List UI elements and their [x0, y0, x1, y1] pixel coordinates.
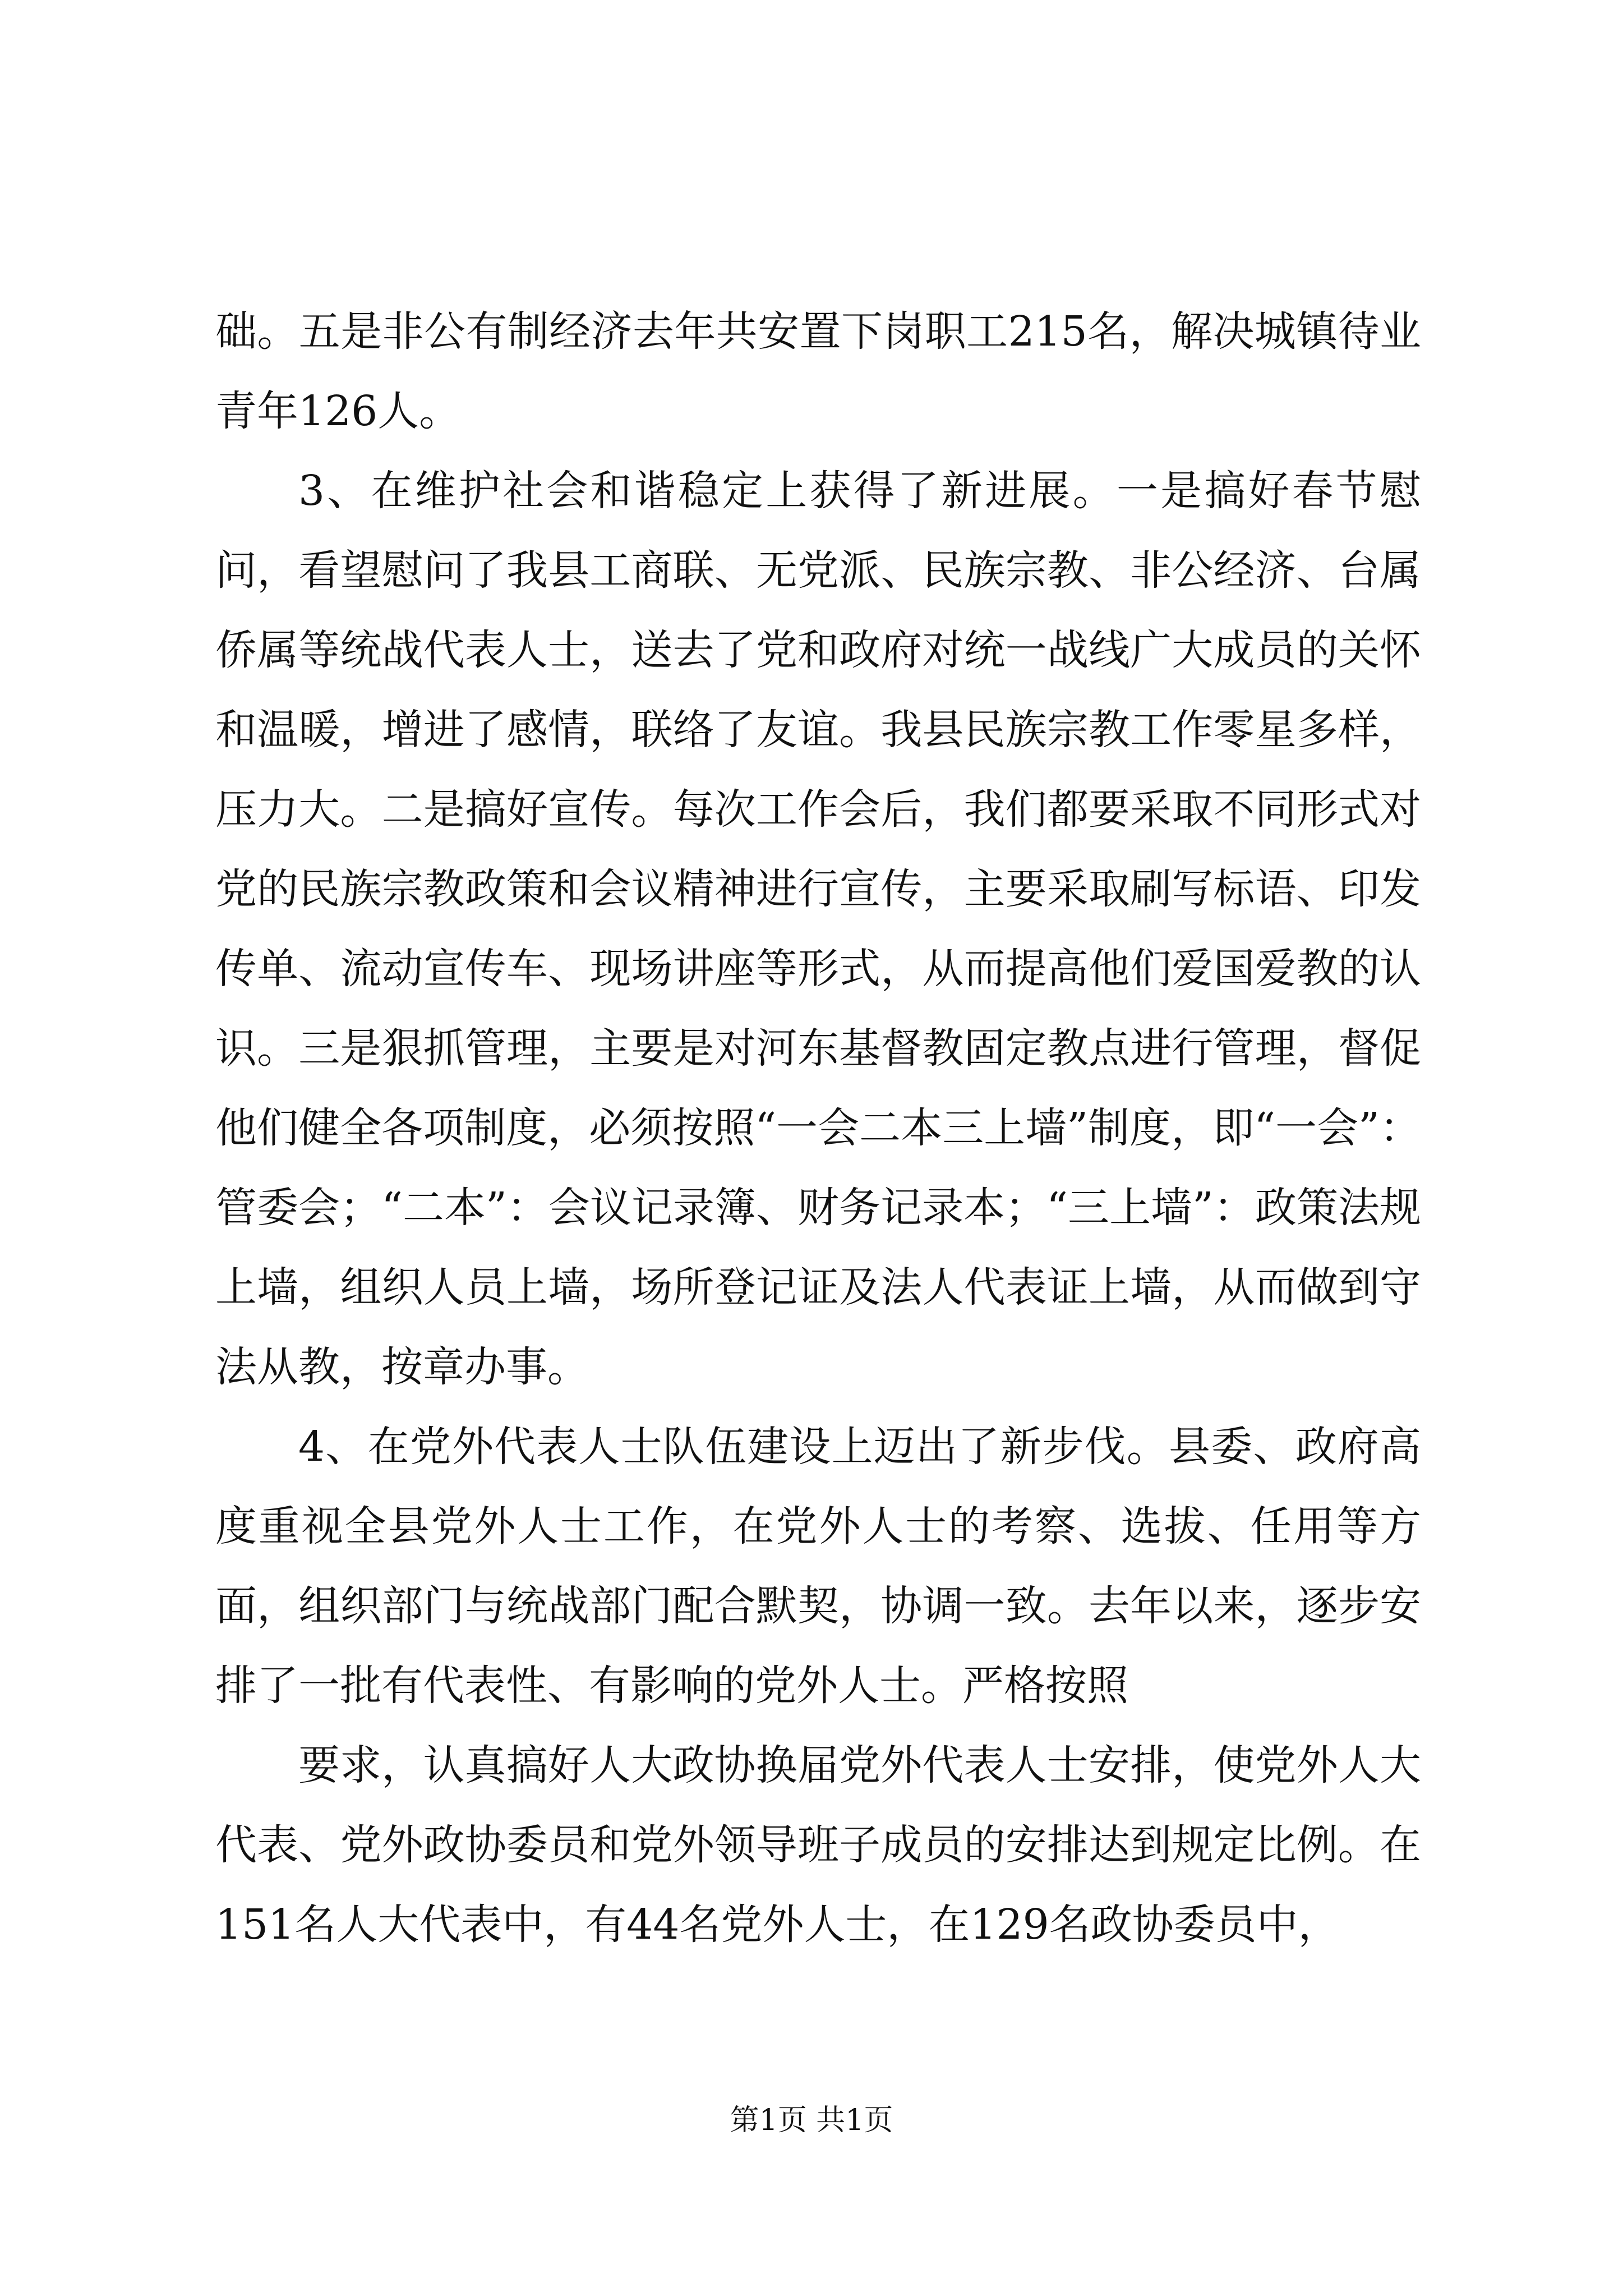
- paragraph-3: 4、在党外代表人士队伍建设上迈出了新步伐。县委、政府高度重视全县党外人士工作，在党外人士的考察、选拔、任用等方面，组织部门与统战部门配合默契，协调一致。去年以来，逐步安排了一批有代表性、有影响的党外人士。严格按照: [215, 1423, 1421, 1710]
- page-footer: 第1页 共1页: [730, 2104, 893, 2137]
- paragraph-1: 础。五是非公有制经济去年共安置下岗职工215名，解决城镇待业青年126人。: [215, 307, 1421, 435]
- document-body: [215, 292, 1421, 1964]
- paragraph-2: 3、在维护社会和谐稳定上获得了新进展。一是搞好春节慰问，看望慰问了我县工商联、无党派、民族宗教、非公经济、台属侨属等统战代表人士，送去了党和政府对统一战线广大成员的关怀和温暖，增进了感情，联络了友谊。我县民族宗教工作零星多样，压力大。二是搞好宣传。每次工作会后，我们都要采取不同形式对党的民族宗教政策和会议精神进行宣传，主要采取刷写标语、印发传单、流动宣传车、现场讲座等形式，从而提高他们爱国爱教的认识。三是狠抓管理，主要是对河东基督教固定教点进行管理，督促他们健全各项制度，必须按照“一会二本三上墙”制度，即“一会”：管委会；“二本”：会议记录簿、财务记录本；“三上墙”：政策法规上墙，组织人员上墙，场所登记证及法人代表证上墙，从而做到守法从教，按章办事。: [215, 467, 1421, 1391]
- paragraph-4: 要求，认真搞好人大政协换届党外代表人士安排，使党外人大代表、党外政协委员和党外领导班子成员的安排达到规定比例。在151名人大代表中，有44名党外人士，在129名政协委员中，: [215, 1741, 1421, 1949]
